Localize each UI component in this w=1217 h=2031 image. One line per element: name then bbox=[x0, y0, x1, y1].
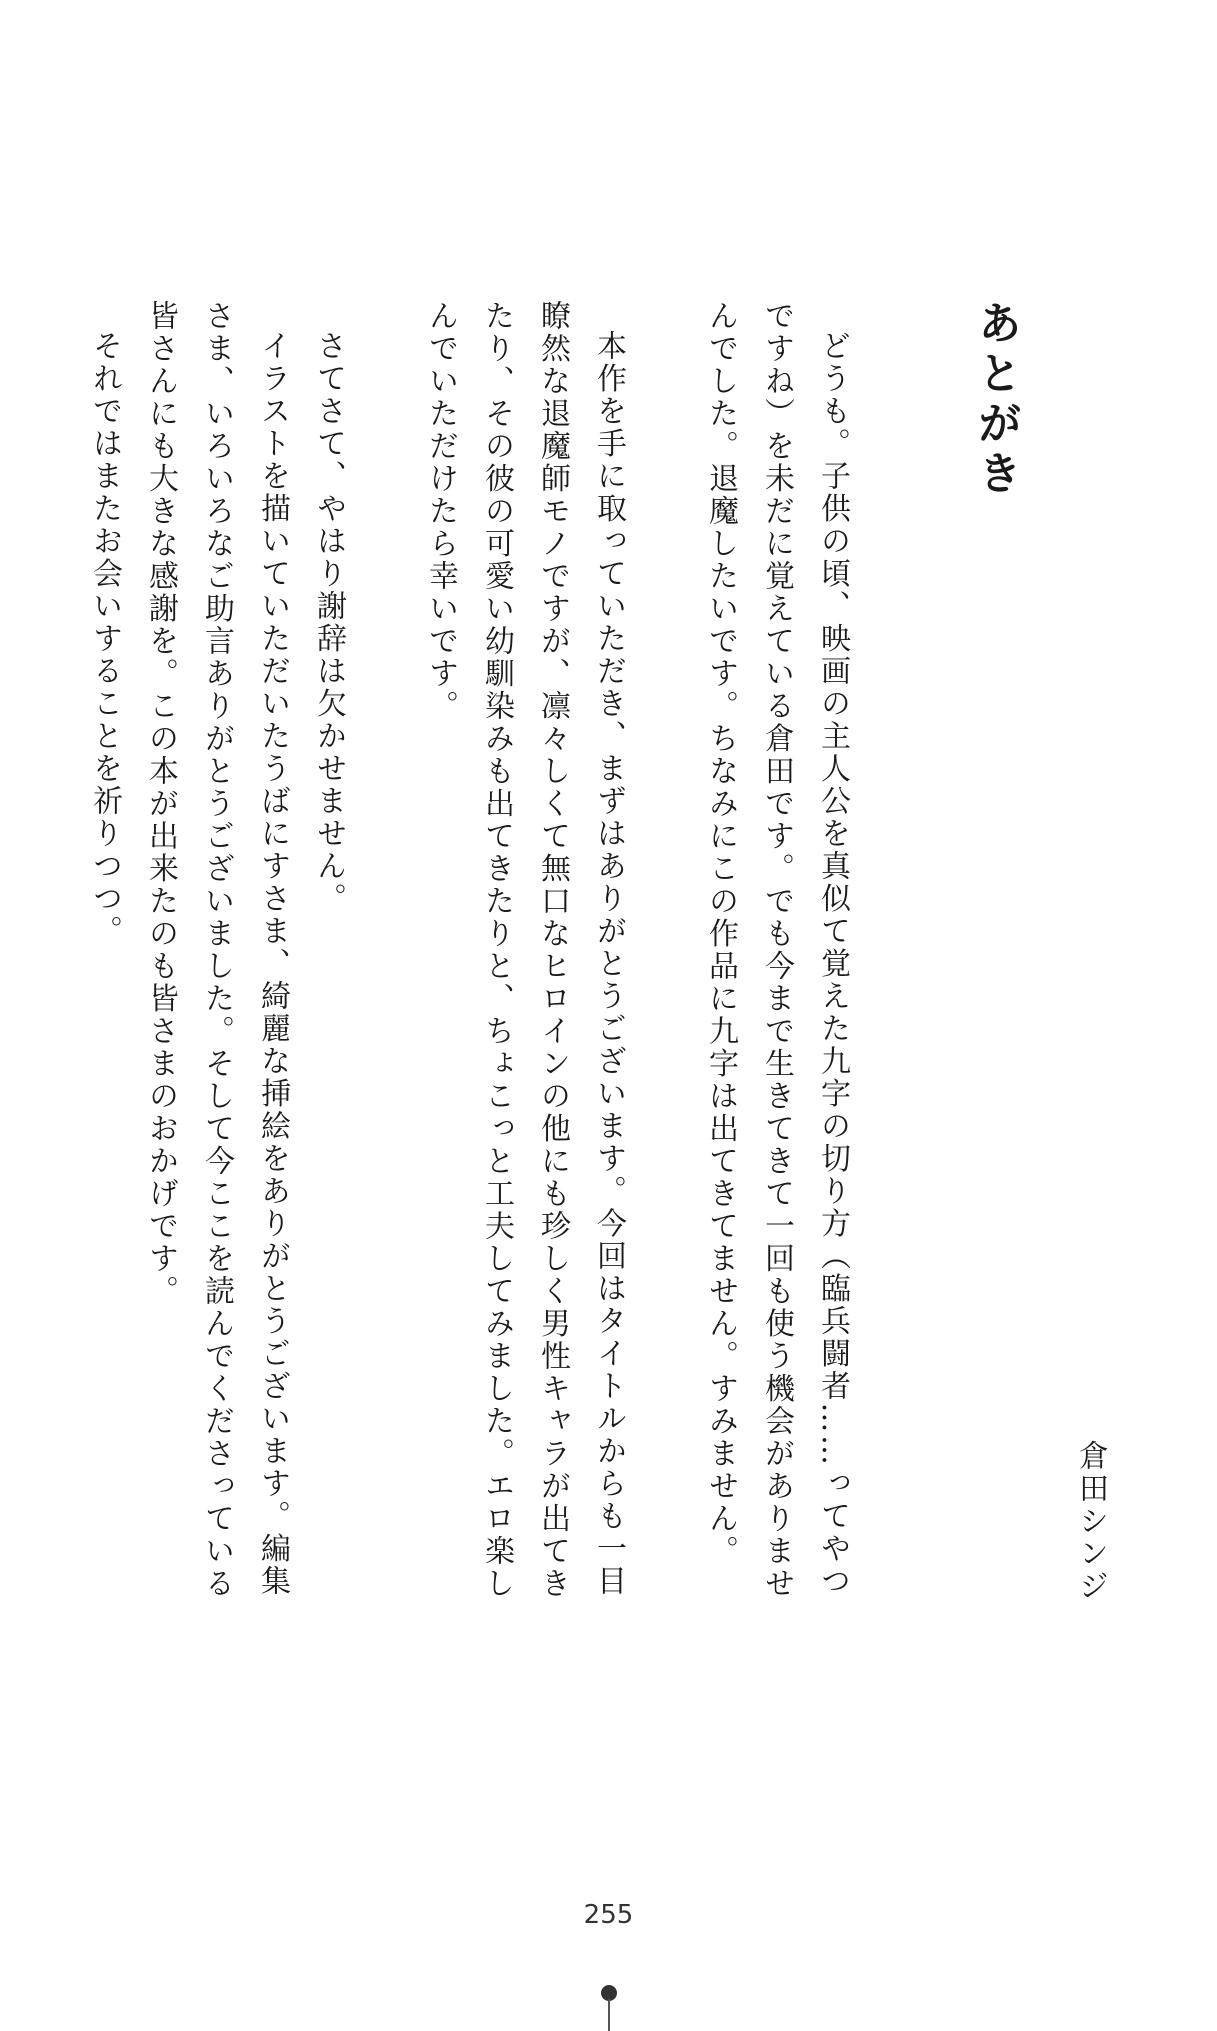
text-column: たり、その彼の可愛い幼馴染みも出てきたりと、ちょこっと工夫してみました。エロ楽し bbox=[479, 300, 514, 1600]
text-column: さてさて、やはり謝辞は欠かせません。 bbox=[311, 330, 346, 915]
text-column: それではまたお会いすることを祈りつつ。 bbox=[87, 330, 122, 948]
text-column: んでいただけたら幸いです。 bbox=[423, 300, 458, 723]
page-marker-stem bbox=[608, 1999, 610, 2031]
text-column: んでした。退魔したいです。ちなみにこの作品に九字は出てきてません。すみません。 bbox=[703, 300, 738, 1568]
text-column: 皆さんにも大きな感謝を。この本が出来たのも皆さまのおかげです。 bbox=[143, 300, 178, 1308]
text-column: どうも。子供の頃、映画の主人公を真似て覚えた九字の切り方（臨兵闘者……ってやつ bbox=[815, 330, 850, 1598]
text-column: 瞭然な退魔師モノですが、凛々しくて無口なヒロインの他にも珍しく男性キャラが出てき bbox=[535, 300, 570, 1600]
text-column: イラストを描いていただいたうばにすさま、綺麗な挿絵をありがとうございます。編集 bbox=[255, 330, 290, 1598]
text-column: 本作を手に取っていただき、まずはありがとうございます。今回はタイトルからも一目 bbox=[591, 330, 626, 1598]
afterword-heading: あとがき bbox=[970, 300, 1021, 500]
text-column: ですね）を未だに覚えている倉田です。でも今まで生きてきて一回も使う機会がありませ bbox=[759, 300, 794, 1600]
afterword-body bbox=[87, 300, 860, 1680]
page-number: 255 bbox=[583, 1900, 634, 1930]
text-column: さま、いろいろなご助言ありがとうございました。そして今ここを読んでくださっている bbox=[199, 300, 234, 1600]
author-signature: 倉田シンジ bbox=[1073, 1440, 1108, 1603]
